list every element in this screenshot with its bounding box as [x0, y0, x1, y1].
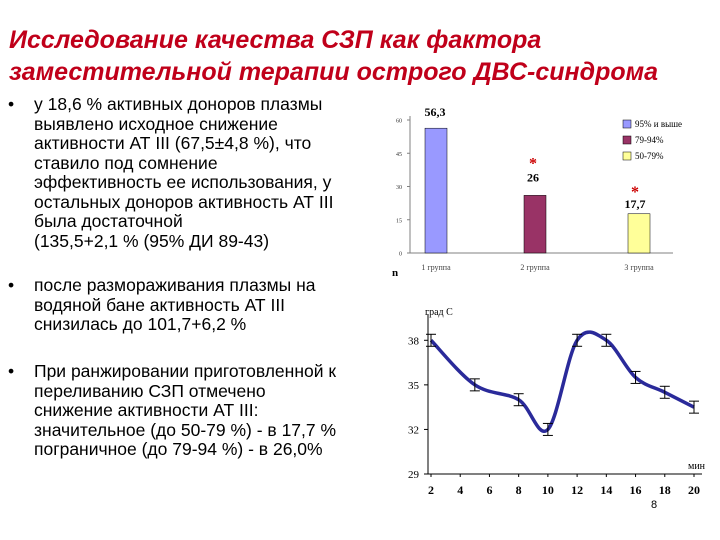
- line-chart: [383, 300, 720, 505]
- x-tick-label: 12: [571, 483, 584, 497]
- bar-chart: [383, 100, 720, 285]
- bullet-line: пограничное (до 79-94 %) - в 26,0%: [34, 439, 323, 459]
- legend-label: 95% и выше: [635, 119, 683, 129]
- legend-swatch: [623, 136, 631, 144]
- legend-swatch: [623, 152, 631, 160]
- significance-marker: *: [631, 183, 639, 201]
- bar: [425, 128, 447, 253]
- bullet-line: после размораживания плазмы на: [34, 275, 316, 295]
- bullet-line: выявлено исходное снижение: [34, 113, 278, 134]
- x-tick-label: 2: [428, 483, 434, 497]
- temperature-line: [431, 332, 694, 431]
- bullet-marker: •: [8, 94, 15, 114]
- data-label: 56,3: [424, 105, 446, 119]
- y-tick-label: 35: [408, 379, 419, 392]
- y-axis-label: град С: [425, 307, 453, 318]
- data-label: 17,7: [624, 196, 646, 211]
- bullet-line: была достаточной: [34, 211, 183, 231]
- x-tick-label: 1 группа: [421, 263, 451, 272]
- legend-label: 79-94%: [635, 135, 664, 145]
- bullet-line: При ранжировании приготовленной к: [34, 361, 337, 381]
- bullet-line: переливанию СЗП отмечено: [34, 380, 266, 401]
- x-tick-label: 4: [457, 483, 464, 497]
- y-tick-label: 38: [408, 335, 419, 348]
- x-tick-label: 8: [515, 483, 522, 497]
- y-tick-label: 30: [396, 185, 402, 191]
- legend-label: 50-79%: [635, 151, 664, 161]
- bullet-line: ставило под сомнение: [34, 152, 218, 173]
- bullet-line: (135,5+2,1 % (95% ДИ 89-43): [34, 230, 270, 251]
- y-tick-label: 29: [408, 469, 419, 481]
- slide-title: [9, 24, 709, 88]
- y-tick-label: 60: [396, 118, 402, 125]
- x-tick-label: 6: [486, 483, 493, 497]
- x-tick-label: 20: [688, 483, 700, 497]
- y-tick-label: 0: [399, 251, 402, 258]
- bullet-line: активности АТ III (67,5±4,8 %), что: [34, 133, 312, 153]
- title-line-1: Исследование качества СЗП как фактора: [9, 26, 542, 54]
- bar: [628, 214, 650, 253]
- x-tick-label: 16: [629, 483, 642, 497]
- legend-swatch: [623, 120, 631, 128]
- data-label: 26: [527, 170, 539, 185]
- x-tick-label: 18: [658, 483, 671, 497]
- x-tick-label: 3 группа: [624, 263, 654, 272]
- x-tick-label: 14: [600, 483, 613, 497]
- y-tick-label: 32: [408, 424, 419, 437]
- page-number: 8: [651, 499, 658, 511]
- y-tick-label: 45: [396, 151, 402, 158]
- y-tick-label: 15: [396, 218, 402, 225]
- bullet-line: снижение активности АТ III:: [34, 400, 259, 420]
- bullet-line: снизилась до 101,7+6,2 %: [34, 314, 247, 334]
- bar: [524, 195, 546, 253]
- bullet-marker: •: [8, 361, 15, 381]
- x-tick-label: 10: [541, 483, 554, 497]
- x-tick-label: 2 группа: [520, 263, 550, 272]
- bullet-line: у 18,6 % активных доноров плазмы: [34, 94, 323, 114]
- bullet-line: эффективность ее использования, у: [34, 172, 332, 192]
- y-axis-label: n: [392, 267, 399, 279]
- bullet-marker: •: [8, 275, 15, 295]
- x-axis-label: мин: [688, 461, 706, 472]
- title-line-2: заместительной терапии острого ДВС-синдрома: [9, 58, 659, 86]
- bullet-line: водяной бане активность АТ III: [34, 294, 286, 315]
- significance-marker: *: [529, 155, 537, 173]
- bullet-line: остальных доноров активность АТ III: [34, 191, 334, 212]
- bullet-line: значительное (до 50-79 %) - в 17,7 %: [34, 419, 337, 440]
